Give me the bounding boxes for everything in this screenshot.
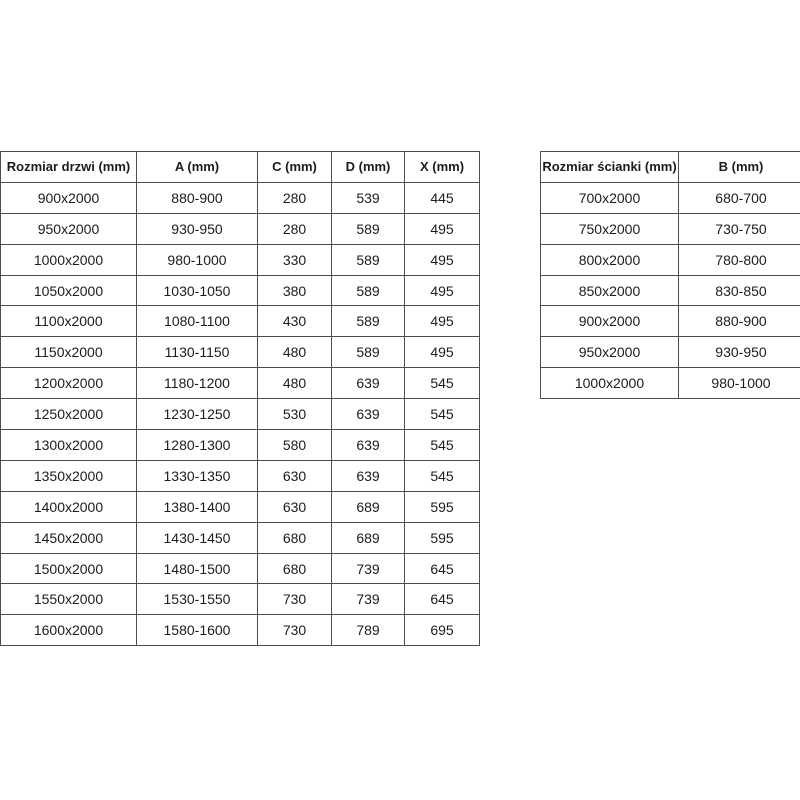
table-cell: 830-850 (679, 275, 800, 306)
table-row (1, 244, 480, 275)
table-row (541, 244, 800, 275)
table-cell: 730-750 (679, 213, 800, 244)
table-cell: 850x2000 (541, 275, 679, 306)
table-cell: 930-950 (679, 337, 800, 368)
table-cell: 950x2000 (1, 213, 137, 244)
table-cell: 639 (332, 368, 405, 399)
table-cell: 1480-1500 (137, 553, 258, 584)
column-header: D (mm) (332, 152, 405, 183)
table-row (1, 368, 480, 399)
table-cell: 280 (258, 213, 332, 244)
table-cell: 689 (332, 491, 405, 522)
table-cell: 589 (332, 244, 405, 275)
table-cell: 630 (258, 491, 332, 522)
table-cell: 630 (258, 460, 332, 491)
table-cell: 545 (405, 368, 480, 399)
table-row (1, 182, 480, 213)
table-cell: 480 (258, 368, 332, 399)
table-cell: 1230-1250 (137, 399, 258, 430)
table-row (1, 306, 480, 337)
table-cell: 1500x2000 (1, 553, 137, 584)
table-cell: 580 (258, 430, 332, 461)
table-cell: 1450x2000 (1, 522, 137, 553)
table-cell: 930-950 (137, 213, 258, 244)
table-cell: 1000x2000 (1, 244, 137, 275)
table-cell: 680 (258, 553, 332, 584)
column-header: B (mm) (679, 152, 800, 183)
table-cell: 980-1000 (679, 368, 800, 399)
table-cell: 645 (405, 553, 480, 584)
header-row (1, 152, 480, 183)
column-header: X (mm) (405, 152, 480, 183)
table-cell: 530 (258, 399, 332, 430)
table-cell: 750x2000 (541, 213, 679, 244)
table-cell: 1350x2000 (1, 460, 137, 491)
table-cell: 1030-1050 (137, 275, 258, 306)
column-header: Rozmiar drzwi (mm) (1, 152, 137, 183)
table-cell: 1080-1100 (137, 306, 258, 337)
table-row (1, 460, 480, 491)
table-cell: 380 (258, 275, 332, 306)
table-cell: 445 (405, 182, 480, 213)
table-cell: 330 (258, 244, 332, 275)
table-cell: 739 (332, 553, 405, 584)
table-row (1, 615, 480, 646)
table-cell: 880-900 (137, 182, 258, 213)
table-cell: 545 (405, 399, 480, 430)
column-header: C (mm) (258, 152, 332, 183)
table-cell: 1380-1400 (137, 491, 258, 522)
table-cell: 680-700 (679, 182, 800, 213)
table-cell: 495 (405, 275, 480, 306)
table-cell: 1000x2000 (541, 368, 679, 399)
door-sizes-table (0, 151, 480, 646)
table-cell: 589 (332, 306, 405, 337)
table-row (1, 337, 480, 368)
header-row (541, 152, 800, 183)
table-cell: 900x2000 (541, 306, 679, 337)
table-cell: 639 (332, 399, 405, 430)
table-cell: 1330-1350 (137, 460, 258, 491)
table-cell: 1200x2000 (1, 368, 137, 399)
table-cell: 545 (405, 460, 480, 491)
table-cell: 495 (405, 244, 480, 275)
table-cell: 780-800 (679, 244, 800, 275)
table-cell: 280 (258, 182, 332, 213)
table-cell: 695 (405, 615, 480, 646)
table-row (541, 275, 800, 306)
table-cell: 639 (332, 430, 405, 461)
table-cell: 1100x2000 (1, 306, 137, 337)
table-row (541, 337, 800, 368)
table-cell: 700x2000 (541, 182, 679, 213)
table-cell: 1150x2000 (1, 337, 137, 368)
table-cell: 900x2000 (1, 182, 137, 213)
table-cell: 589 (332, 213, 405, 244)
table-cell: 1530-1550 (137, 584, 258, 615)
table-cell: 1130-1150 (137, 337, 258, 368)
table-cell: 539 (332, 182, 405, 213)
table-cell: 1430-1450 (137, 522, 258, 553)
table-cell: 689 (332, 522, 405, 553)
column-header: Rozmiar ścianki (mm) (541, 152, 679, 183)
table-cell: 1280-1300 (137, 430, 258, 461)
table-row (1, 399, 480, 430)
table-row (541, 306, 800, 337)
table-cell: 730 (258, 615, 332, 646)
table-row (1, 275, 480, 306)
table-row (1, 491, 480, 522)
table-cell: 800x2000 (541, 244, 679, 275)
table-row (541, 213, 800, 244)
table-row (541, 368, 800, 399)
table-cell: 589 (332, 275, 405, 306)
table-cell: 1300x2000 (1, 430, 137, 461)
column-header: A (mm) (137, 152, 258, 183)
table-cell: 545 (405, 430, 480, 461)
table-cell: 430 (258, 306, 332, 337)
table-cell: 1580-1600 (137, 615, 258, 646)
table-row (1, 213, 480, 244)
table-cell: 789 (332, 615, 405, 646)
table-cell: 495 (405, 337, 480, 368)
table-cell: 595 (405, 491, 480, 522)
table-cell: 880-900 (679, 306, 800, 337)
table-cell: 1550x2000 (1, 584, 137, 615)
table-cell: 1180-1200 (137, 368, 258, 399)
table-cell: 739 (332, 584, 405, 615)
table-cell: 495 (405, 213, 480, 244)
table-row (1, 584, 480, 615)
table-cell: 645 (405, 584, 480, 615)
table-row (541, 182, 800, 213)
table-cell: 680 (258, 522, 332, 553)
wall-panel-sizes-table (540, 151, 800, 399)
table-cell: 595 (405, 522, 480, 553)
table-row (1, 553, 480, 584)
table-row (1, 430, 480, 461)
table-cell: 1400x2000 (1, 491, 137, 522)
table-cell: 495 (405, 306, 480, 337)
table-cell: 980-1000 (137, 244, 258, 275)
table-cell: 730 (258, 584, 332, 615)
table-cell: 480 (258, 337, 332, 368)
table-cell: 1600x2000 (1, 615, 137, 646)
table-cell: 639 (332, 460, 405, 491)
table-cell: 1250x2000 (1, 399, 137, 430)
table-cell: 1050x2000 (1, 275, 137, 306)
table-cell: 950x2000 (541, 337, 679, 368)
table-cell: 589 (332, 337, 405, 368)
table-row (1, 522, 480, 553)
